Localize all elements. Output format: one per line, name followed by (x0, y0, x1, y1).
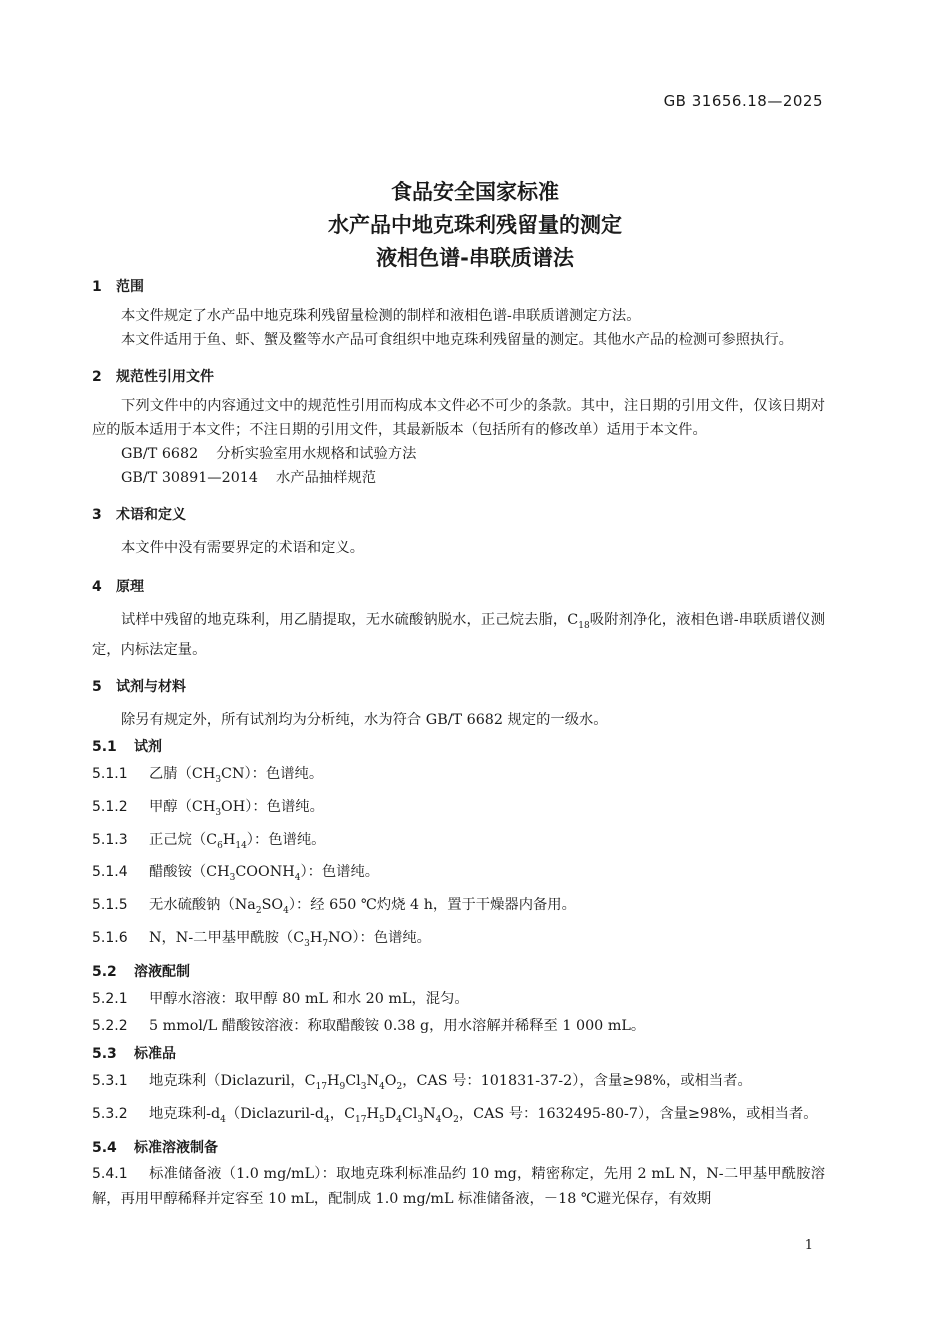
page-number: 1 (804, 1238, 813, 1253)
section-number: 5 (92, 678, 102, 695)
section-number: 4 (92, 579, 102, 595)
clause-5-1-2: 5.1.2 甲醇$(CH_3OH)$：色谱纯。 (92, 798, 324, 818)
section-number: 1 (92, 279, 102, 295)
section-title: 试剂与材料 (116, 678, 186, 695)
section-title: 原理 (116, 579, 144, 595)
clause-5-1-4: 5.1.4 醋酸铵$(CH_3COONH_4)$：色谱纯。 (92, 864, 380, 884)
section-title: 规范性引用文件 (116, 369, 214, 385)
section-1-heading (92, 274, 825, 300)
section-title: 术语和定义 (116, 507, 186, 523)
paragraph: 本文件规定了水产品中地克珠利残留量检测的制样和液相色谱-串联质谱测定方法。 (121, 308, 641, 324)
subsection-5-2-heading: 5.2 溶液配制 (92, 964, 190, 981)
clause-5-1-1: 5.1.1 乙腈$(CH_3CN)$：色谱纯。 (92, 765, 324, 785)
reference-code: GB/T 30891—2014 (121, 470, 258, 486)
subsection-5-3-heading: 5.3 标准品 (92, 1046, 176, 1063)
clause-5-1-5: 5.1.5 无水硫酸钠$(Na_2SO_4)$：经 650 ℃灼烧 4 h，置于干燥器内备用。 (92, 897, 576, 917)
clause-5-1-3: 5.1.3 正己烷$(C_6H_{14})$：色谱纯。 (92, 831, 326, 851)
reference-name: 分析实验室用水规格和试验方法 (216, 446, 417, 462)
title-line-1: 食品安全国家标准 (391, 180, 559, 204)
paragraph: 试样中残留的地克珠利，用乙腈提取，无水硫酸钠脱水，正己烷去脂，$C_{18}$吸附剂净化，液相色谱-串联质谱仪测定，内标法定量。 (92, 612, 825, 658)
subsection-5-1-heading: 5.1 试剂 (92, 738, 162, 755)
paragraph: 除另有规定外，所有试剂均为分析纯，水为符合 GB/T 6682 规定的一级水。 (121, 711, 608, 728)
clause-5-2-1: 5.2.1 甲醇水溶液：取甲醇 80 mL 和水 20 mL，混匀。 (92, 991, 469, 1008)
section-number: 3 (92, 507, 102, 523)
reference-item (92, 442, 825, 466)
title-line-2: 水产品中地克珠利残留量的测定 (328, 213, 622, 237)
section-3-heading (92, 502, 825, 528)
reference-item (92, 466, 825, 490)
reference-name: 水产品抽样规范 (276, 470, 377, 486)
document-title (0, 176, 950, 275)
paragraph: 本文件适用于鱼、虾、蟹及鳖等水产品可食组织中地克珠利残留量的测定。其他水产品的检测可参照执行。 (121, 332, 793, 348)
clause-5-3-1: 5.3.1 地克珠利（Diclazuril，$C_{17}H_9Cl_3N_4O_2$，CAS 号：101831-37-2），含量≥98%，或相当者。 (92, 1073, 752, 1092)
clause-5-4-1: 5.4.1 标准储备液（1.0 mg/mL）：取地克珠利标准品约 10 mg，精密称定，先用 2 mL N，N-二甲基甲酰胺溶解，再用甲醇稀释并定容至 10 mL，配制成 1.0 mg/mL 标准储备液，－18 ℃避光保存，有效期 (92, 1165, 825, 1207)
section-number: 2 (92, 369, 102, 385)
clause-5-2-2: 5.2.2 5 mmol/L 醋酸铵溶液：称取醋酸铵 0.38 g，用水溶解并稀释至 1 000 mL。 (92, 1018, 646, 1035)
document-body (92, 274, 825, 1212)
paragraph: 本文件中没有需要界定的术语和定义。 (121, 540, 365, 556)
standard-number: GB 31656.18—2025 (663, 92, 823, 110)
paragraph: 下列文件中的内容通过文中的规范性引用而构成本文件必不可少的条款。其中，注日期的引用文件，仅该日期对应的版本适用于本文件；不注日期的引用文件，其最新版本（包括所有的修改单）适用于本文件。 (92, 398, 825, 438)
title-line-3: 液相色谱-串联质谱法 (376, 246, 574, 270)
section-2-heading (92, 364, 825, 390)
clause-5-1-6: 5.1.6 N，N-二甲基甲酰胺$(C_3H_7NO)$：色谱纯。 (92, 930, 431, 950)
section-5-heading (92, 674, 825, 700)
reference-code: GB/T 6682 (121, 446, 199, 462)
section-4-heading (92, 574, 825, 600)
subsection-5-4-heading: 5.4 标准溶液制备 (92, 1139, 218, 1156)
clause-5-3-2: 5.3.2 地克珠利$-d_4(Diclazuril-d_4$，$C_{17}H_5D_4Cl_3N_4O_2$，CAS 号：1632495-80-7），含量≥98%，或相当者。 (92, 1105, 818, 1125)
section-title: 范围 (116, 279, 144, 295)
